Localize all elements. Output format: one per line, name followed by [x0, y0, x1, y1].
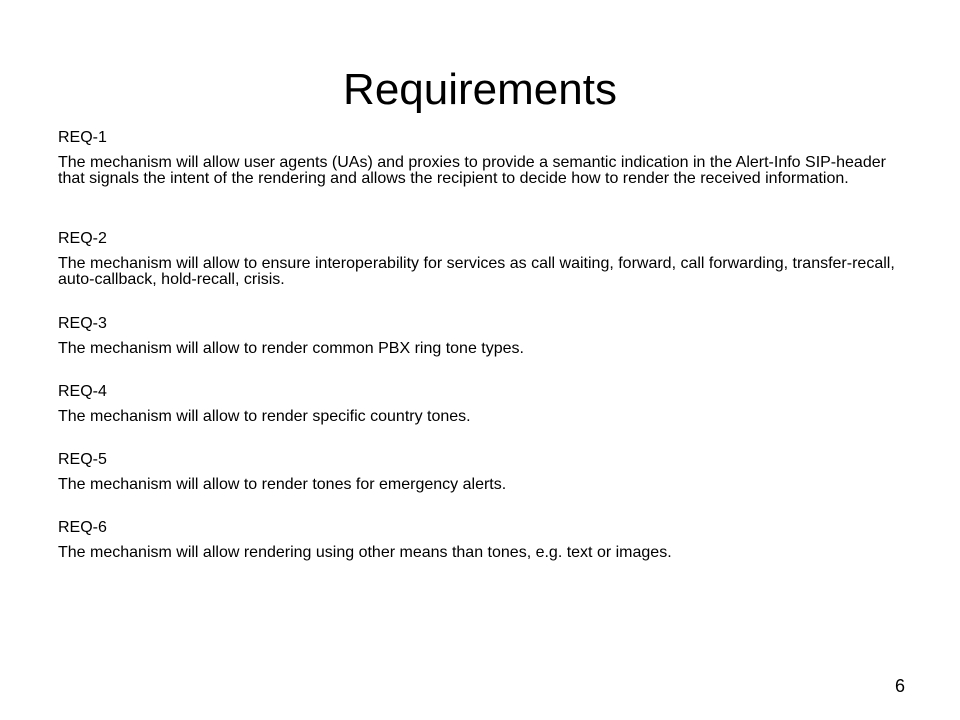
requirement-text: The mechanism will allow to render specific country tones.	[58, 408, 471, 425]
requirement-label: REQ-6	[58, 519, 107, 536]
requirement-req-2	[58, 229, 908, 288]
requirement-req-6	[58, 518, 908, 561]
requirement-req-3	[58, 314, 908, 357]
page-number: 6	[894, 676, 905, 696]
requirement-text: The mechanism will allow rendering using other means than tones, e.g. text or images.	[58, 544, 672, 561]
requirement-text: The mechanism will allow to render tones for emergency alerts.	[58, 476, 507, 493]
slide-title: Requirements	[343, 65, 617, 114]
requirement-req-5	[58, 450, 908, 493]
requirement-req-4	[58, 382, 908, 425]
requirement-label: REQ-1	[58, 129, 107, 146]
requirement-text: The mechanism will allow to ensure interoperability for services as call waiting, forward, call forwarding, transfer-recall, auto-callback, hold-recall, crisis.	[58, 255, 895, 288]
requirement-req-1	[58, 128, 908, 187]
requirement-label: REQ-5	[58, 451, 107, 468]
requirement-label: REQ-4	[58, 383, 107, 400]
requirement-label: REQ-3	[58, 315, 107, 332]
requirement-label: REQ-2	[58, 230, 107, 247]
requirement-text: The mechanism will allow to render common PBX ring tone types.	[58, 340, 524, 357]
requirement-text: The mechanism will allow user agents (UAs) and proxies to provide a semantic indication in the Alert-Info SIP-header that signals the intent of the rendering and allows the recipient to decide how to render the received information.	[58, 154, 886, 187]
